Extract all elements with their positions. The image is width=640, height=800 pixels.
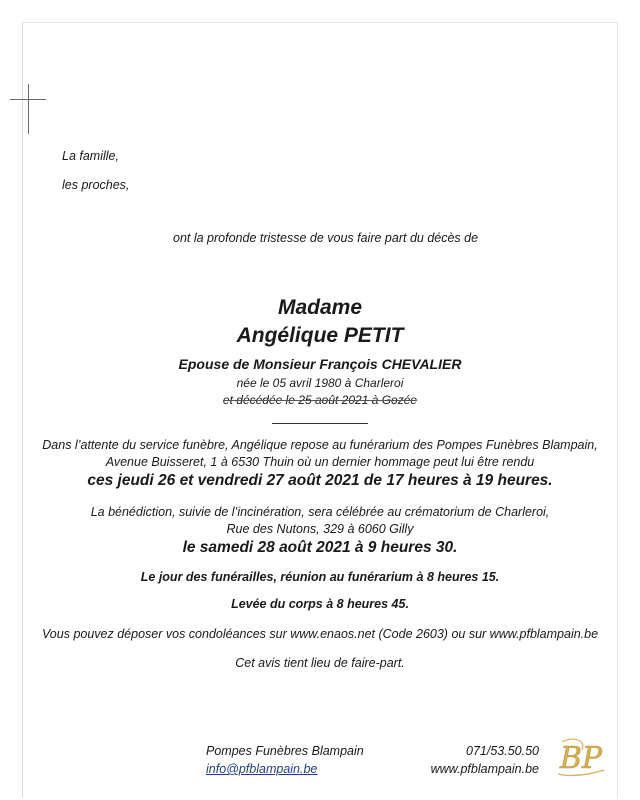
wake-line-2: Avenue Buisseret, 1 à 6530 Thuin où un dernier hommage peut lui être rendu — [105, 455, 535, 469]
deceased-title: Madame — [277, 296, 363, 319]
greeting-family: La famille, — [62, 149, 119, 163]
deceased-name: Angélique PETIT — [236, 324, 404, 347]
condolences-info: Vous pouvez déposer vos condoléances sur www.enaos.net (Code 2603) ou sur www.pfblampain.be — [41, 627, 599, 641]
ceremony-date: le samedi 28 août 2021 à 9 heures 30. — [182, 539, 458, 556]
cross-icon-vertical — [28, 84, 29, 134]
company-logo-icon — [552, 736, 610, 782]
separator-line — [272, 423, 368, 424]
announcement-intro: ont la profonde tristesse de vous faire part du décès de — [173, 231, 479, 245]
footer-email-link[interactable]: info@pfblampain.be — [206, 762, 318, 776]
greeting-relatives: les proches, — [62, 178, 130, 192]
footer-website-link[interactable]: www.pfblampain.be — [430, 762, 539, 776]
deceased-spouse: Epouse de Monsieur François CHEVALIER — [178, 356, 462, 372]
footer-company-name: Pompes Funèbres Blampain — [206, 744, 364, 758]
page-border — [22, 22, 618, 798]
birth-info: née le 05 avril 1980 à Charleroi — [236, 376, 404, 390]
notice-text: Cet avis tient lieu de faire-part. — [235, 656, 405, 670]
levee-info: Levée du corps à 8 heures 45. — [231, 597, 409, 611]
ceremony-line-2: Rue des Nutons, 329 à 6060 Gilly — [226, 522, 414, 536]
logo-monogram: BP — [559, 741, 603, 776]
ceremony-line-1: La bénédiction, suivie de l’incinération, sera célébrée au crématorium de Charleroi, — [90, 505, 550, 519]
cross-icon-horizontal — [10, 99, 46, 100]
footer-phone: 071/53.50.50 — [466, 744, 539, 758]
meeting-info: Le jour des funérailles, réunion au funérarium à 8 heures 15. — [140, 570, 500, 584]
death-info-text: et décédée le 25 août 2021 à Gozée — [222, 393, 418, 407]
wake-dates: ces jeudi 26 et vendredi 27 août 2021 de 17 heures à 19 heures. — [87, 472, 553, 489]
death-info — [0, 393, 640, 407]
wake-line-1: Dans l’attente du service funèbre, Angélique repose au funérarium des Pompes Funèbres Blampain, — [42, 438, 598, 452]
